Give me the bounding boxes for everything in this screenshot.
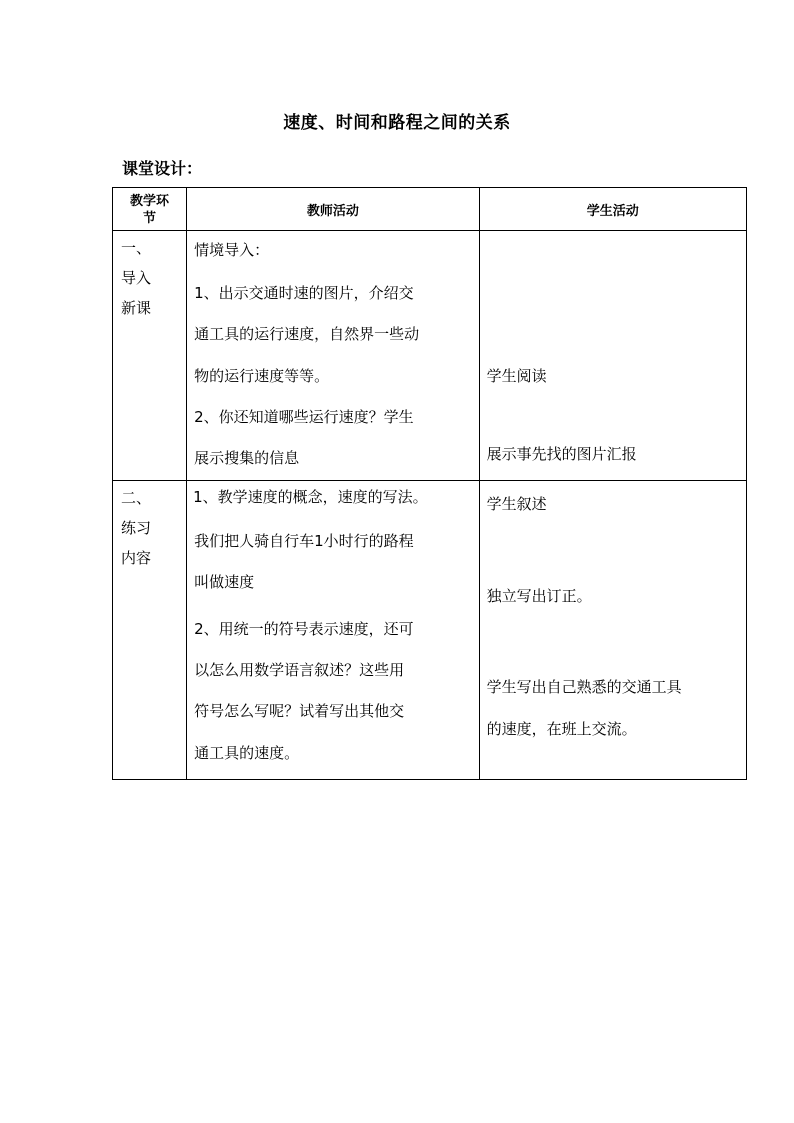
row2-teacher-line: 以怎么用数学语言叙述？这些用 (194, 661, 405, 679)
row1-teacher-cell (187, 231, 479, 481)
row1-teacher-line: 通工具的运行速度，自然界一些动 (194, 325, 420, 343)
table-header-row (113, 188, 747, 231)
row1-teacher-line: 物的运行速度等等。 (194, 367, 330, 385)
table-row (113, 481, 747, 780)
row2-student-line: 的速度，在班上交流。 (486, 720, 637, 738)
row2-stage-line: 内容 (121, 549, 152, 567)
row2-stage-line: 二、 (121, 489, 152, 507)
row2-teacher-line: 1、教学速度的概念，速度的写法。 (193, 488, 428, 506)
row1-teacher-line: 1、出示交通时速的图片，介绍交 (194, 284, 414, 302)
row2-teacher-line: 我们把人骑自行车1小时行的路程 (194, 532, 414, 550)
header-stage-line2: 节 (143, 211, 157, 226)
row1-stage-line: 一、 (121, 239, 152, 257)
row1-student-line: 展示事先找的图片汇报 (486, 445, 637, 463)
row1-stage-line: 导入 (121, 269, 152, 287)
row1-student-line: 学生阅读 (486, 367, 547, 385)
row2-student-cell (479, 481, 746, 780)
row1-teacher-line: 情境导入： (194, 241, 270, 259)
row2-student-line: 学生叙述 (486, 495, 547, 513)
row2-teacher-line: 符号怎么写呢？试着写出其他交 (194, 702, 405, 720)
row1-student-cell (479, 231, 746, 481)
header-stage (113, 188, 187, 231)
row2-student-line: 独立写出订正。 (486, 587, 592, 605)
row2-teacher-line: 叫做速度 (194, 573, 255, 591)
row1-stage-cell (113, 231, 187, 481)
header-teacher: 教师活动 (187, 188, 479, 231)
row2-teacher-line: 2、用统一的符号表示速度，还可 (194, 620, 414, 638)
lesson-plan-table (112, 187, 747, 780)
row1-teacher-line: 2、你还知道哪些运行速度？学生 (194, 408, 414, 426)
header-stage-line1: 教学环 (130, 194, 170, 209)
row2-stage-line: 练习 (121, 519, 152, 537)
table-row (113, 231, 747, 481)
row2-teacher-line: 通工具的速度。 (194, 744, 300, 762)
row2-teacher-cell (187, 481, 479, 780)
row2-stage-cell (113, 481, 187, 780)
row1-teacher-line: 展示搜集的信息 (194, 449, 300, 467)
row1-stage-line: 新课 (121, 299, 152, 317)
page-title: 速度、时间和路程之间的关系 (283, 113, 511, 133)
row2-student-line: 学生写出自己熟悉的交通工具 (486, 678, 682, 696)
section-subtitle: 课堂设计： (122, 159, 203, 178)
header-student: 学生活动 (479, 188, 746, 231)
